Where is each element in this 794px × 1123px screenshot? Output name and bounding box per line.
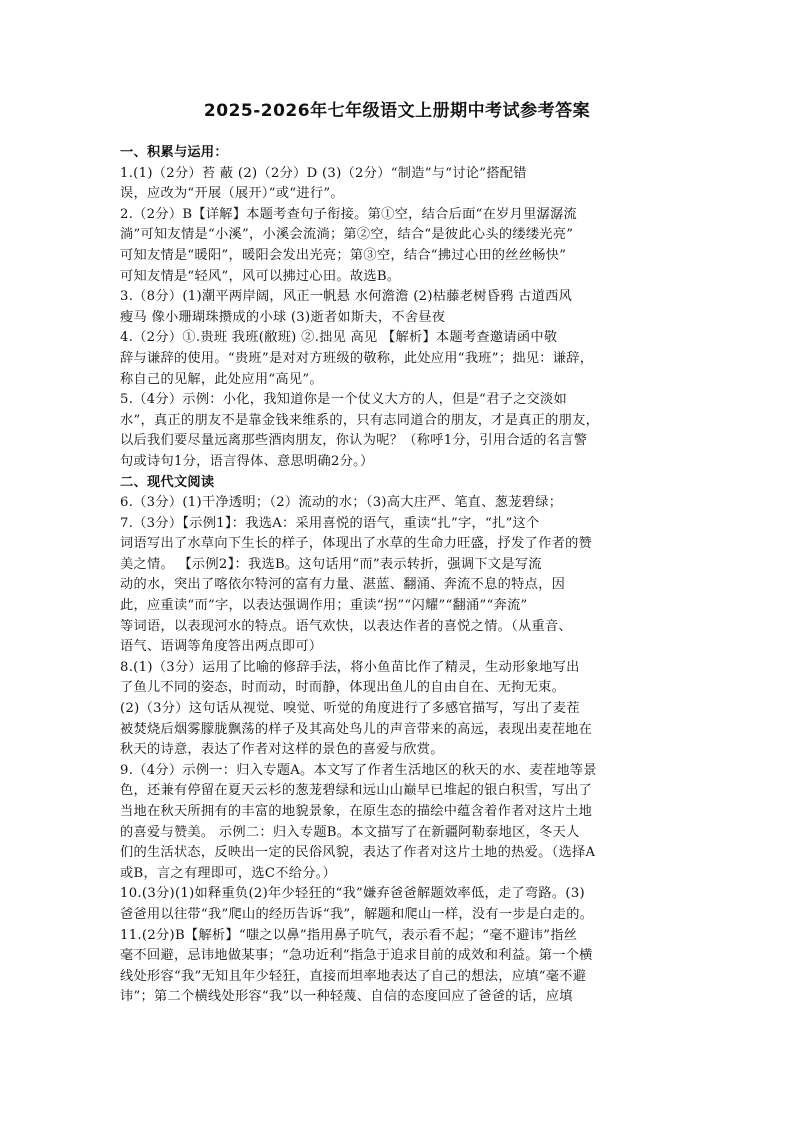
- answer-line: 4.（2分）①.贵班 我班(敝班) ②.拙见 高见 【解析】本题考查邀请函中敬: [120, 330, 558, 346]
- answer-line: 2.（2分）B【详解】本题考查句子衔接。第①空，结合后面“在岁月里潺潺流: [120, 206, 578, 222]
- section-heading: 一、积累与运用：: [120, 145, 228, 160]
- answer-line: 7.（3分）【示例1】：我选A：采用喜悦的语气，重读“扎”字，“扎”这个: [120, 515, 540, 531]
- answer-line: 毫不回避，忌讳地做某事；“急功近利”指急于追求目前的成效和利益。第一个横: [120, 948, 593, 964]
- answer-line: 讳”；第二个横线处形容“我”以一种轻蔑、自信的态度回应了爸爸的话，应填: [120, 989, 573, 1005]
- answer-line: 10.(3分)(1)如释重负(2)年少轻狂的“我”嫌弃爸爸解题效率低，走了弯路。(3): [120, 886, 585, 902]
- answer-line: 等词语，以表现河水的特点。语气欢快，以表达作者的喜悦之情。（从重音、: [120, 618, 572, 634]
- answer-line: 瘦马 像小珊瑚珠攒成的小球 (3)逝者如斯夫，不舍昼夜: [120, 309, 446, 325]
- section-heading: 二、现代文阅读: [120, 474, 215, 490]
- document-body: [120, 143, 676, 1008]
- answer-line: 5.（4分）示例：小化，我知道你是一个仗义大方的人，但是“君子之交淡如: [120, 392, 568, 408]
- document-title: 2025-2026年七年级语文上册期中考试参考答案: [203, 101, 591, 121]
- answer-line: 水”，真正的朋友不是靠金钱来维系的，只有志同道合的朋友，才是真正的朋友，: [120, 412, 600, 428]
- answer-line: 辞与谦辞的使用。“贵班”是对对方班级的敬称，此处应用“我班”；拙见：谦辞，: [120, 350, 594, 366]
- answer-line: 可知友情是“轻风”，风可以拂过心田。故选B。: [120, 268, 401, 284]
- answer-line: 美之情。 【示例2】：我选B。这句话用“而”表示转折，强调下文是写流: [120, 556, 542, 572]
- answer-line: 动的水，突出了喀依尔特河的富有力量、湛蓝、翻涌、奔流不息的特点，因: [120, 577, 566, 593]
- answer-line: 淌”可知友情是“小溪”，小溪会流淌；第②空，结合“是彼此心头的缕缕光亮”: [120, 227, 574, 243]
- answer-line: 9.（4分）示例一：归入专题A。本文写了作者生活地区的秋天的水、麦茬地等景: [120, 762, 597, 778]
- answer-line: 此，应重读“而”字，以表达强调作用；重读“拐”“闪耀”“翻涌”“奔流”: [120, 598, 528, 614]
- answer-line: 爸爸用以往带“我”爬山的经历告诉“我”，解题和爬山一样，没有一步是白走的。: [120, 906, 594, 922]
- answer-line: 语气、语调等角度答出两点即可）: [120, 639, 323, 655]
- answer-line: 8.(1)（3分）运用了比喻的修辞手法，将小鱼苗比作了精灵，生动形象地写出: [120, 659, 580, 675]
- answer-line: 3.（8分）(1)潮平两岸阔，风正一帆悬 水何澹澹 (2)枯藤老树昏鸦 古道西风: [120, 289, 573, 305]
- answer-line: 了鱼儿不同的姿态，时而动，时而静，体现出鱼儿的自由自在、无拘无束。: [120, 680, 566, 696]
- answer-line: 或B，言之有理即可，选C不给分。）: [120, 865, 337, 881]
- answer-line: (2)（3分）这句话从视觉、嗅觉、听觉的角度进行了多感官描写，写出了麦茬: [120, 701, 580, 717]
- answer-line: 1.(1)（2分）苔 蔽 (2)（2分）D (3)（2分）“制造”与“讨论”搭配错: [120, 165, 527, 181]
- answer-line: 可知友情是“暖阳”，暖阳会发出光亮；第③空，结合“拂过心田的丝丝畅快”: [120, 247, 567, 263]
- answer-line: 6.（3分）(1)干净透明；（2）流动的水；（3)高大庄严、笔直、葱茏碧绿；: [120, 495, 563, 511]
- answer-line: 误，应改为“开展（展开）”或“进行”。: [120, 186, 344, 202]
- answer-line: 称自己的见解，此处应用“高见”。: [120, 371, 323, 387]
- answer-line: 线处形容“我”无知且年少轻狂，直接而坦率地表达了自己的想法，应填“毫不避: [120, 968, 587, 984]
- answer-line: 句或诗句1分，语言得体、意思明确2分。）: [120, 453, 374, 469]
- answer-line: 秋天的诗意，表达了作者对这样的景色的喜爱与欣赏。: [120, 742, 444, 758]
- answer-line: 词语写出了水草向下生长的样子，体现出了水草的生命力旺盛，抒发了作者的赞: [120, 536, 593, 552]
- answer-line: 们的生活状态，反映出一定的民俗风貌，表达了作者对这片土地的热爱。（选择A: [120, 845, 596, 861]
- answer-line: 的喜爱与赞美。 示例二：归入专题B。本文描写了在新疆阿勒泰地区，冬天人: [120, 824, 580, 840]
- answer-line: 色，还兼有停留在夏天云杉的葱茏碧绿和远山山巅早已堆起的银白积雪，写出了: [120, 783, 593, 799]
- answer-line: 当地在秋天所拥有的丰富的地貌景象，在原生态的描绘中蕴含着作者对这片土地: [120, 804, 593, 819]
- answer-line: 被焚烧后烟雾朦胧飘荡的样子及其高处鸟儿的声音带来的高远，表现出麦茬地在: [120, 721, 593, 737]
- answer-line: 以后我们要尽量远离那些酒肉朋友，你认为呢？（称呼1分，引用合适的名言警: [120, 433, 588, 449]
- answer-line: 11.(2分)B【解析】“嗤之以鼻”指用鼻子吭气，表示看不起；“毫不避讳”指丝: [120, 927, 578, 943]
